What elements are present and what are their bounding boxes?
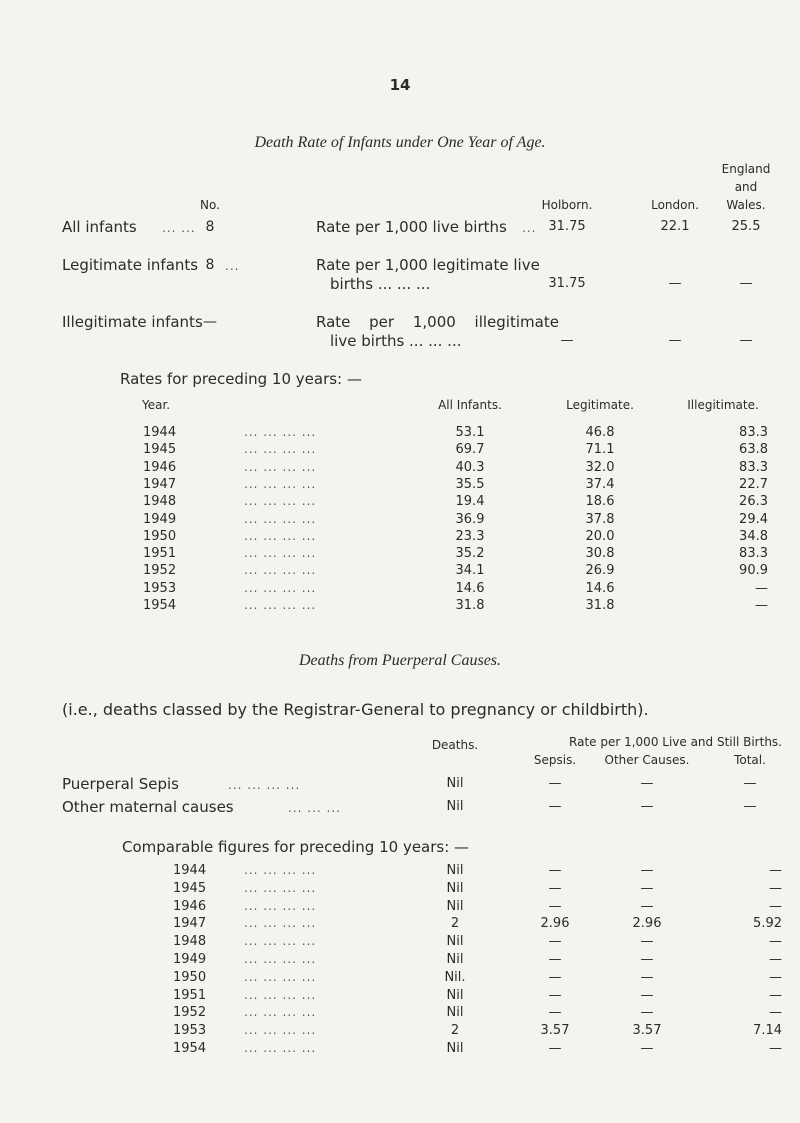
comparable-row-dots: ... ... ... ... xyxy=(244,988,317,1002)
rates-row-all: 40.3 xyxy=(455,460,485,475)
rates-row-legit: 26.9 xyxy=(585,563,615,578)
rates-row-illegit: 29.4 xyxy=(739,512,768,527)
infant-row-dots: ... xyxy=(225,259,240,273)
rates-row-year: 1946 xyxy=(143,460,177,475)
rates-row-all: 34.1 xyxy=(455,563,485,578)
puerperal-row-other: — xyxy=(640,799,654,814)
header-holborn: Holborn. xyxy=(541,198,593,212)
comparable-row-total: — xyxy=(769,1005,782,1020)
comparable-row-year: 1947 xyxy=(173,916,207,931)
comparable-row-dots: ... ... ... ... xyxy=(244,916,317,930)
rates-row-dots: ... ... ... ... xyxy=(244,512,317,526)
comparable-row-dots: ... ... ... ... xyxy=(244,952,317,966)
puerperal-row-label: Other maternal causes xyxy=(62,798,234,816)
rates-row-year: 1954 xyxy=(143,598,177,613)
infant-row-no: 8 xyxy=(205,219,215,235)
infant-row-holborn: 31.75 xyxy=(548,276,586,291)
comparable-row-other: — xyxy=(640,1005,654,1020)
header-ew-3: Wales. xyxy=(726,198,766,212)
header-total: Total. xyxy=(734,753,766,767)
comparable-row-year: 1952 xyxy=(173,1005,207,1020)
infant-row-rate-desc: Rate per 1,000 live births xyxy=(316,218,507,236)
infant-row-dots: ... ... xyxy=(162,221,196,235)
rates-row-year: 1949 xyxy=(143,512,177,527)
comparable-row-deaths: 2 xyxy=(450,916,460,931)
comparable-row-year: 1946 xyxy=(173,899,207,914)
infant-row-london: — xyxy=(668,333,682,348)
comparable-row-dots: ... ... ... ... xyxy=(244,899,317,913)
infant-row-ew: 25.5 xyxy=(731,219,761,234)
comparable-row-total: — xyxy=(769,899,782,914)
comparable-row-deaths: Nil xyxy=(446,934,464,949)
comparable-row-year: 1949 xyxy=(173,952,207,967)
comparable-row-total: — xyxy=(769,881,782,896)
rates-row-legit: 32.0 xyxy=(585,460,615,475)
rates-row-year: 1950 xyxy=(143,529,177,544)
comparable-row-sepsis: — xyxy=(548,863,562,878)
rates-row-illegit: 34.8 xyxy=(739,529,768,544)
infant-row-rate-dots: ... xyxy=(522,221,537,235)
infant-row-holborn: 31.75 xyxy=(548,219,586,234)
comparable-row-sepsis: — xyxy=(548,934,562,949)
infant-death-rate-title: Death Rate of Infants under One Year of Age. xyxy=(254,134,546,151)
rates-row-dots: ... ... ... ... xyxy=(244,425,317,439)
puerperal-row-deaths: Nil xyxy=(446,776,464,791)
comparable-row-sepsis: — xyxy=(548,1005,562,1020)
rates-row-dots: ... ... ... ... xyxy=(244,460,317,474)
rates-row-illegit: 22.7 xyxy=(739,477,768,492)
rates-row-illegit: 26.3 xyxy=(739,494,768,509)
header-sepsis: Sepsis. xyxy=(533,753,577,767)
comparable-row-sepsis: — xyxy=(548,899,562,914)
rates-row-all: 69.7 xyxy=(455,442,485,457)
rates-row-legit: 71.1 xyxy=(585,442,615,457)
puerperal-row-sepsis: — xyxy=(548,799,562,814)
infant-row-label: All infants xyxy=(62,218,137,236)
comparable-row-total: — xyxy=(769,970,782,985)
comparable-row-other: 2.96 xyxy=(632,916,662,931)
infant-row-ew: — xyxy=(739,333,753,348)
rates-row-illegit: 83.3 xyxy=(739,546,768,561)
comparable-row-year: 1944 xyxy=(173,863,207,878)
infant-row-rate-desc-2: live births ... ... ... xyxy=(330,332,462,350)
rates-row-all: 36.9 xyxy=(455,512,485,527)
rates-row-all: 23.3 xyxy=(455,529,485,544)
rates-row-illegit: 83.3 xyxy=(739,460,768,475)
rates-row-year: 1945 xyxy=(143,442,177,457)
rates-row-all: 31.8 xyxy=(455,598,485,613)
rates-row-illegit: — xyxy=(755,581,768,596)
puerperal-row-label: Puerperal Sepis xyxy=(62,775,179,793)
page-number: 14 xyxy=(389,76,411,94)
rates-row-dots: ... ... ... ... xyxy=(244,477,317,491)
puerperal-row-total: — xyxy=(743,776,757,791)
comparable-row-sepsis: — xyxy=(548,970,562,985)
comparable-row-dots: ... ... ... ... xyxy=(244,1041,317,1055)
header-ew-2: and xyxy=(734,180,758,194)
comparable-row-year: 1948 xyxy=(173,934,207,949)
comparable-row-other: — xyxy=(640,970,654,985)
comparable-row-other: — xyxy=(640,988,654,1003)
comparable-row-dots: ... ... ... ... xyxy=(244,881,317,895)
comparable-row-sepsis: — xyxy=(548,1041,562,1056)
comparable-row-deaths: Nil xyxy=(446,863,464,878)
rates-row-legit: 46.8 xyxy=(585,425,615,440)
rates-row-legit: 31.8 xyxy=(585,598,615,613)
rates-heading: Rates for preceding 10 years: — xyxy=(120,370,362,388)
comparable-row-total: — xyxy=(769,934,782,949)
comparable-row-sepsis: 3.57 xyxy=(540,1023,570,1038)
rates-row-all: 19.4 xyxy=(455,494,485,509)
infant-row-no: — xyxy=(203,314,217,330)
rates-header-year: Year. xyxy=(142,398,171,412)
comparable-row-other: — xyxy=(640,881,654,896)
comparable-row-year: 1950 xyxy=(173,970,207,985)
rates-row-dots: ... ... ... ... xyxy=(244,581,317,595)
comparable-row-total: — xyxy=(769,863,782,878)
comparable-row-total: 7.14 xyxy=(753,1023,782,1038)
comparable-row-year: 1953 xyxy=(173,1023,207,1038)
infant-row-no: 8 xyxy=(205,257,215,273)
comparable-row-total: — xyxy=(769,1041,782,1056)
comparable-heading: Comparable figures for preceding 10 years: — xyxy=(122,838,470,856)
puerperal-row-deaths: Nil xyxy=(446,799,464,814)
header-other-causes: Other Causes. xyxy=(604,753,690,767)
comparable-row-dots: ... ... ... ... xyxy=(244,1005,317,1019)
rates-row-illegit: — xyxy=(755,598,768,613)
puerperal-row-dots: ... ... ... ... xyxy=(228,778,301,792)
comparable-row-deaths: Nil xyxy=(446,952,464,967)
puerperal-row-other: — xyxy=(640,776,654,791)
infant-row-holborn: — xyxy=(560,333,574,348)
rates-row-legit: 20.0 xyxy=(585,529,615,544)
rates-row-all: 53.1 xyxy=(455,425,485,440)
comparable-row-other: — xyxy=(640,952,654,967)
rates-row-year: 1944 xyxy=(143,425,177,440)
infant-row-rate-desc: Rate per 1,000 illegitimate xyxy=(316,313,559,331)
comparable-row-deaths: Nil. xyxy=(444,970,466,985)
header-deaths: Deaths. xyxy=(431,738,479,752)
rates-row-all: 35.5 xyxy=(455,477,485,492)
puerperal-row-dots: ... ... ... xyxy=(288,801,341,815)
infant-row-rate-desc-2: births ... ... ... xyxy=(330,275,431,293)
rates-row-year: 1953 xyxy=(143,581,177,596)
infant-row-ew: — xyxy=(739,276,753,291)
rates-header-all: All Infants. xyxy=(438,398,502,412)
rates-row-legit: 37.4 xyxy=(585,477,615,492)
comparable-row-deaths: 2 xyxy=(450,1023,460,1038)
comparable-row-deaths: Nil xyxy=(446,1005,464,1020)
comparable-row-total: 5.92 xyxy=(753,916,782,931)
comparable-row-sepsis: — xyxy=(548,881,562,896)
comparable-row-deaths: Nil xyxy=(446,899,464,914)
comparable-row-sepsis: — xyxy=(548,952,562,967)
rates-row-illegit: 90.9 xyxy=(739,563,768,578)
comparable-row-year: 1945 xyxy=(173,881,207,896)
comparable-row-dots: ... ... ... ... xyxy=(244,934,317,948)
comparable-row-other: — xyxy=(640,899,654,914)
infant-row-london: — xyxy=(668,276,682,291)
rates-row-year: 1952 xyxy=(143,563,177,578)
rates-row-year: 1948 xyxy=(143,494,177,509)
rates-row-illegit: 63.8 xyxy=(739,442,768,457)
comparable-row-sepsis: — xyxy=(548,988,562,1003)
puerperal-row-total: — xyxy=(743,799,757,814)
rates-row-dots: ... ... ... ... xyxy=(244,442,317,456)
comparable-row-dots: ... ... ... ... xyxy=(244,970,317,984)
comparable-row-year: 1951 xyxy=(173,988,207,1003)
infant-row-label: Legitimate infants xyxy=(62,256,199,274)
puerperal-subtitle: (i.e., deaths classed by the Registrar-General to pregnancy or childbirth). xyxy=(62,700,649,719)
comparable-row-other: — xyxy=(640,934,654,949)
comparable-row-other: 3.57 xyxy=(632,1023,662,1038)
puerperal-title: Deaths from Puerperal Causes. xyxy=(298,652,502,669)
rates-row-legit: 18.6 xyxy=(585,494,615,509)
puerperal-row-sepsis: — xyxy=(548,776,562,791)
rates-row-dots: ... ... ... ... xyxy=(244,563,317,577)
infant-row-rate-desc: Rate per 1,000 legitimate live xyxy=(316,256,540,274)
rates-row-dots: ... ... ... ... xyxy=(244,494,317,508)
comparable-row-dots: ... ... ... ... xyxy=(244,863,317,877)
rates-row-all: 14.6 xyxy=(455,581,485,596)
comparable-row-total: — xyxy=(769,988,782,1003)
header-london: London. xyxy=(651,198,699,212)
comparable-row-deaths: Nil xyxy=(446,881,464,896)
comparable-row-deaths: Nil xyxy=(446,1041,464,1056)
rates-row-legit: 37.8 xyxy=(585,512,615,527)
rates-row-dots: ... ... ... ... xyxy=(244,546,317,560)
header-rate-line: Rate per 1,000 Live and Still Births. xyxy=(569,735,782,749)
rates-row-year: 1947 xyxy=(143,477,177,492)
rates-header-illegit: Illegitimate. xyxy=(687,398,759,412)
rates-header-legit: Legitimate. xyxy=(566,398,634,412)
header-no: No. xyxy=(200,198,220,212)
rates-row-dots: ... ... ... ... xyxy=(244,529,317,543)
infant-row-london: 22.1 xyxy=(660,219,690,234)
comparable-row-sepsis: 2.96 xyxy=(540,916,570,931)
infant-row-label: Illegitimate infants xyxy=(62,313,203,331)
comparable-row-other: — xyxy=(640,1041,654,1056)
comparable-row-other: — xyxy=(640,863,654,878)
rates-row-legit: 14.6 xyxy=(585,581,615,596)
comparable-row-total: — xyxy=(769,952,782,967)
rates-row-all: 35.2 xyxy=(455,546,485,561)
comparable-row-dots: ... ... ... ... xyxy=(244,1023,317,1037)
comparable-row-year: 1954 xyxy=(173,1041,207,1056)
header-ew-1: England xyxy=(721,162,771,176)
rates-row-illegit: 83.3 xyxy=(739,425,768,440)
comparable-row-deaths: Nil xyxy=(446,988,464,1003)
rates-row-legit: 30.8 xyxy=(585,546,615,561)
rates-row-year: 1951 xyxy=(143,546,177,561)
rates-row-dots: ... ... ... ... xyxy=(244,598,317,612)
